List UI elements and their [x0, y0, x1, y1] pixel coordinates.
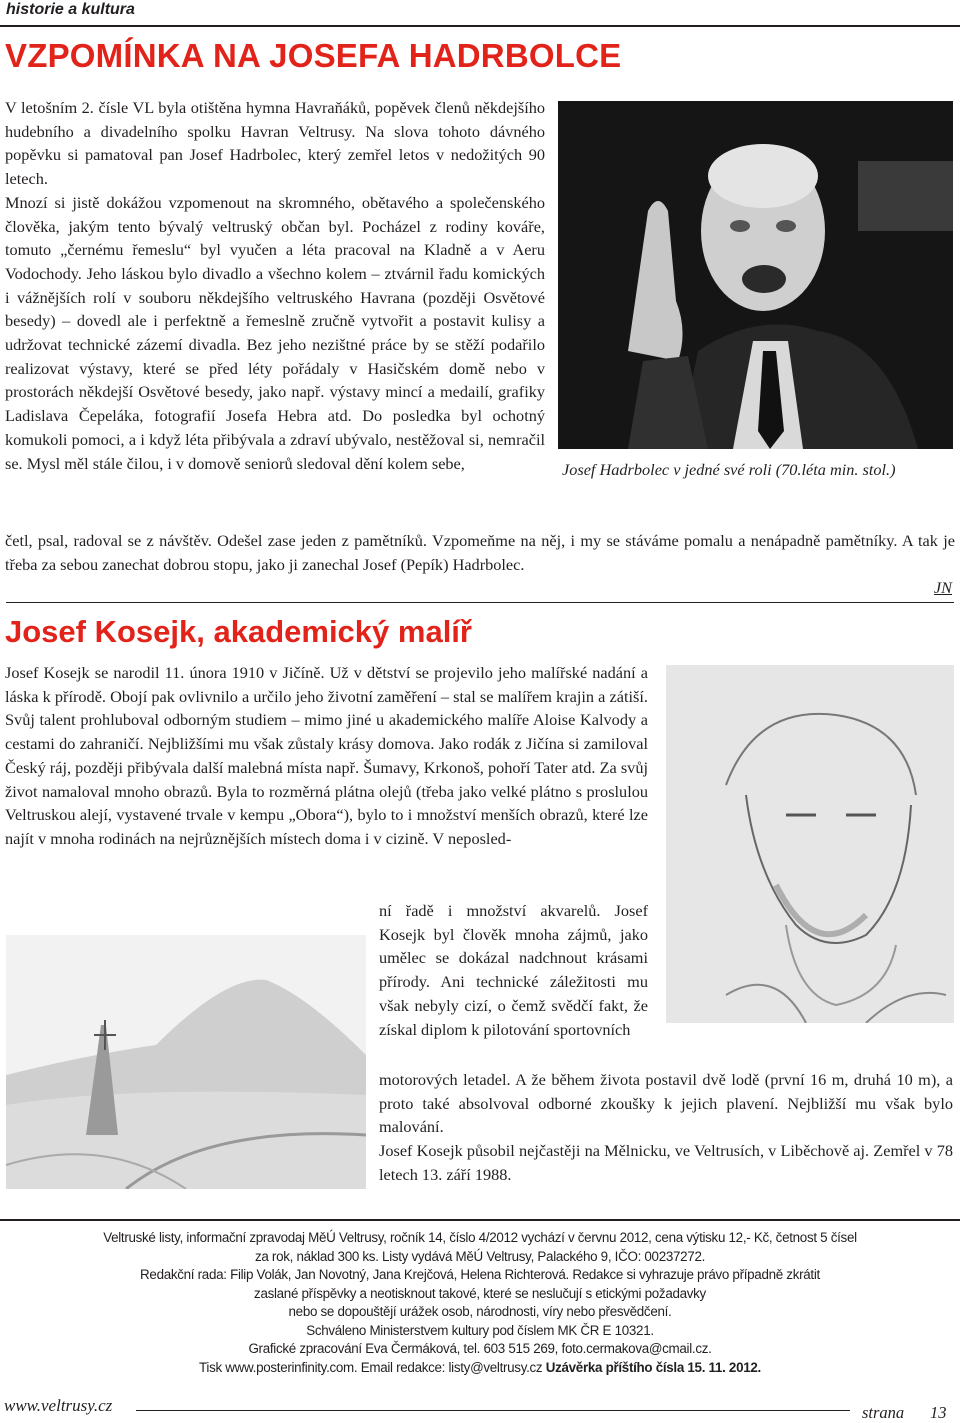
article2-paragraph-1-end: motorových letadel. A že během života postavil dvě lodě (první 16 m, druhá 10 m), a proto také absolvoval odborné zkoušky k jejich plavení. Nejbližší mu však bylo malování. — [379, 1070, 953, 1137]
article2-column-text — [5, 661, 648, 851]
website-link[interactable]: www.veltrusy.cz — [4, 1396, 113, 1415]
portrait-sketch-image — [666, 665, 954, 1023]
article-title-kosejk: Josef Kosejk, akademický malíř — [5, 614, 472, 649]
page-number: 13 — [930, 1403, 947, 1422]
article2-paragraph-2: Josef Kosejk působil nejčastěji na Mělnicku, ve Veltrusích, v Liběchově aj. Zemřel v 78 letech 13. září 1988. — [379, 1141, 953, 1184]
photo-caption-hadrbolec: Josef Hadrbolec v jedné své roli (70.léta min. stol.) — [562, 460, 896, 479]
article2-paragraph-1-cont: ní řadě i množství akvarelů. Josef Kosejk byl člověk mnoha zájmů, jako umělec se dokázal nadchnout krásami přírody. Ani technické záležitosti mu však nebyly cizí, o čemž svědčí fakt, že získal diplom k pilotování sportovních — [379, 901, 648, 1039]
imprint-line: zaslané příspěvky a neotisknout takové, které se neslučují s etickými požadavky — [254, 1285, 706, 1301]
photo-hadrbolec-image — [558, 101, 953, 449]
article2-paragraph-1: Josef Kosejk se narodil 11. února 1910 v Jičíně. Už v dětství se projevilo jeho malířské nadání a láska k přírodě. Obojí pak ovlivnilo a určilo jeho životní zaměření – stal se malířem krajin a zátiší. Svůj talent prohluboval odborným studiem – mimo jiné u akademického malíře Aloise Kalvody a cestami do zahraničí. Nejbližšími mu však zůstaly krásy domova. Jako rodák z Jičína si zamiloval Český ráj, později přibývala další malebná místa např. Šumavy, Krkonoš, pohoří Tater atd. Za svůj život namaloval mnoho obrazů. Byla to rozměrná plátna olejů (třeba jako velké plátno s proslulou Veltruskou alejí, vystavené trvale v kempu „Obora“), bylo to i množství menších obrazů, které lze najít v mnoha rodinách na nejrůznějších místech doma i v cizině. V neposled- — [5, 663, 648, 848]
imprint-line: Schváleno Ministerstvem kultury pod číslem MK ČR E 10321. — [306, 1322, 654, 1338]
article1-column-text — [5, 96, 545, 475]
portrait-sketch-kosejk — [666, 665, 954, 1023]
deadline-note: Uzávěrka příštího čísla 15. 11. 2012. — [545, 1359, 761, 1375]
printer-info: Tisk www.posterinfinity.com. Email redakce: listy@veltrusy.cz — [199, 1359, 546, 1375]
article-title-hadrbolec: VZPOMÍNKA NA JOSEFA HADRBOLCE — [5, 37, 622, 74]
imprint-line: nebo se dopouštějí urážek osob, národnosti, víry nebo přesvědčení. — [288, 1304, 672, 1319]
section-divider — [6, 602, 954, 603]
landscape-sketch-kosejk — [6, 935, 366, 1189]
header-rule — [0, 25, 960, 27]
imprint-line — [10, 1359, 950, 1378]
article2-lower-text — [379, 1068, 953, 1187]
photo-hadrbolec — [558, 101, 953, 449]
footer-rule — [0, 1219, 960, 1221]
imprint-line: za rok, náklad 300 ks. Listy vydává MěÚ Veltrusy, Palackého 9, IČO: 00237272. — [254, 1248, 706, 1264]
article2-narrow-text — [379, 899, 648, 1041]
landscape-sketch-image — [6, 935, 366, 1189]
imprint-line: Veltruské listy, informační zpravodaj MěÚ Veltrusy, ročník 14, číslo 4/2012 vychází v červnu 2012, cena výtisku 12,- Kč, četnost 5 čísel — [103, 1230, 857, 1245]
author-signature: JN — [933, 578, 952, 597]
article1-paragraph-3: četl, psal, radoval se z návštěv. Odešel zase jeden z pamětníků. Vzpomeňme na něj, i my se stáváme pomalu a nenápadně pamětníky. A tak je třeba za sebou zanechat dobrou stopu, jako ji zanechal Josef (Pepík) Hadrbolec. — [5, 531, 955, 574]
imprint-line: Redakční rada: Filip Volák, Jan Novotný, Jana Krejčová, Helena Richterová. Redakce si vyhrazuje právo případně zkrátit — [140, 1267, 820, 1282]
article1-full-width-text — [5, 529, 955, 576]
article1-paragraph-1: V letošním 2. čísle VL byla otištěna hymna Havraňáků, popěvek členů někdejšího hudebního a divadelního spolku Havran Veltrusy. Na slova tohoto dávného popěvku si pamatoval pan Josef Hadrbolec, který zemřel letos v nedožitých 90 letech. — [5, 98, 545, 189]
imprint-footer — [10, 1229, 950, 1377]
article1-paragraph-2: Mnozí si jistě dokážou vzpomenout na skromného, obětavého a společenského člověka, jakým tento bývalý veltruský občan byl. Pocházel z rodiny kováře, tomuto „černému řemeslu“ byl vyučen a léta pracoval na Kladně a v Aeru Vodochody. Jeho láskou bylo divadlo a všechno kolem – ztvárnil řadu komických i vážnějších rolí v souboru někdejšího veltruského Havrana (později Osvětové besedy) – dovedl ale i perfektně a řemeslně zručně vytvořit a postavit kulisy a udržovat technické zázemí divadla. Bez jeho nezištné práce by se stěží podařilo realizovat výstavy, které se před léty pořádaly v Hasičském domě nebo v prostorách někdejší Osvětové besedy, jako např. výstavy mincí a medailí, grafiky Ladislava Čepeláka, fotografií Josefa Hebra atd. Do posledka byl ochotný komukoli pomoci, a i když léta přibývala a zdraví ubývalo, nestěžoval si, nemračil se. Mysl měl stále čilou, i v domově seniorů sledoval dění kolem sebe, — [5, 192, 545, 473]
page-label: strana — [862, 1403, 905, 1422]
bottom-rule — [136, 1410, 850, 1411]
section-label: historie a kultura — [6, 1, 135, 18]
imprint-line: Grafické zpracování Eva Čermáková, tel. 603 515 269, foto.cermakova@cmail.cz. — [248, 1341, 712, 1356]
